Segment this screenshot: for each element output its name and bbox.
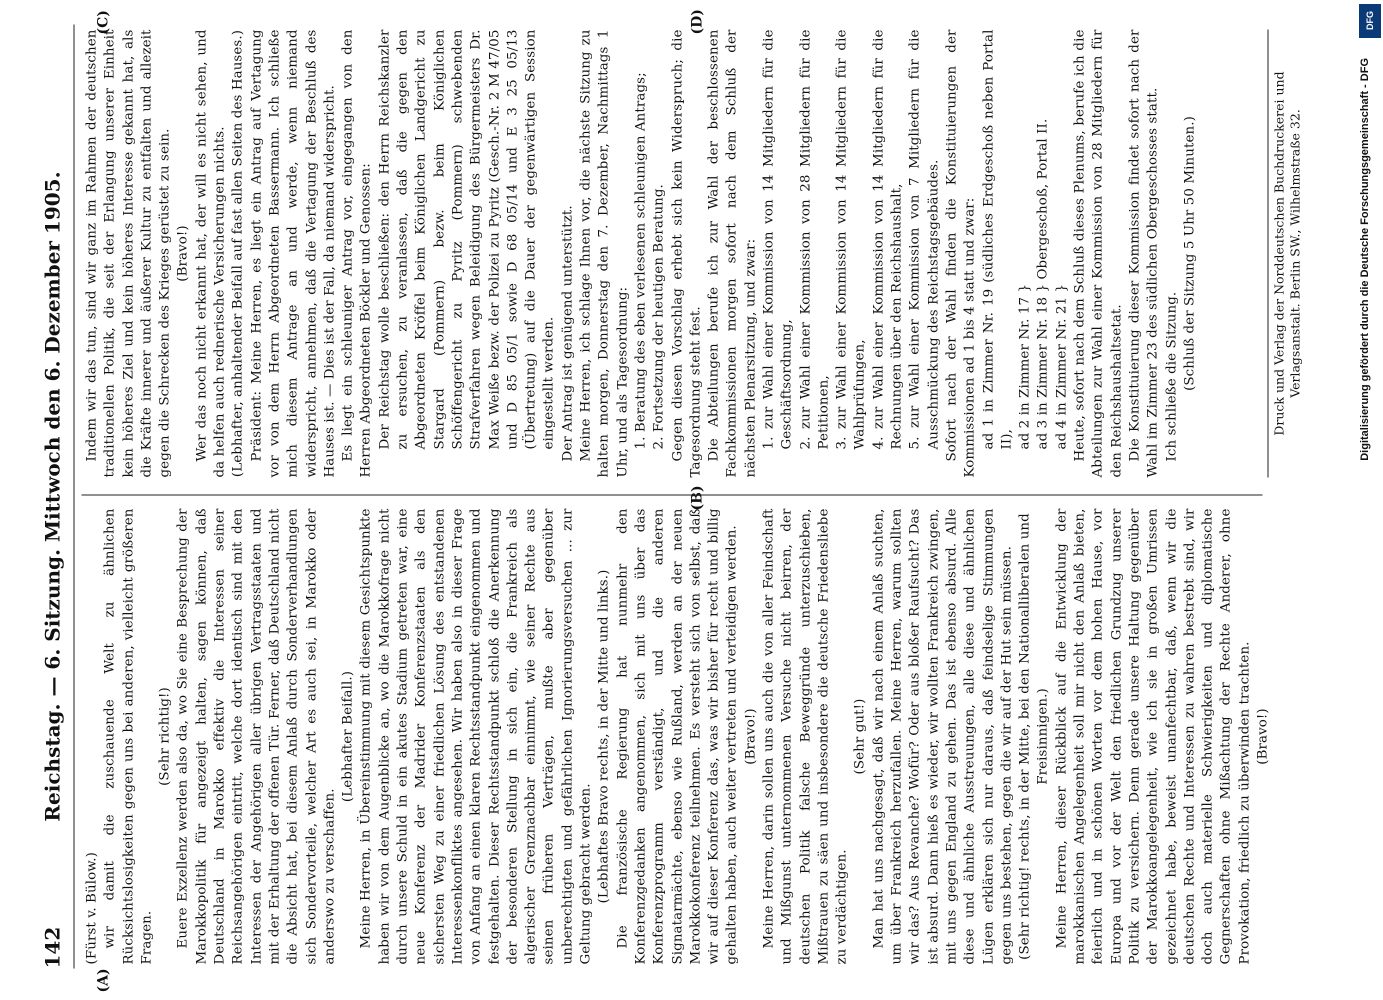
- right-column: [84, 30, 1200, 478]
- paragraph: Wer das noch nicht erkannt hat, der will es nicht sehen, und da helfen auch rednerische Versicherungen nichts.: [194, 29, 228, 478]
- paragraph: Ich schließe die Sitzung.: [1164, 291, 1180, 462]
- page-header: [36, 25, 70, 969]
- left-column: [84, 509, 1273, 965]
- paragraph: Gegen diesen Vorschlag erhebt sich kein Widerspruch; die Tagesordnung steht fest.: [670, 29, 704, 478]
- paragraph: Man hat uns nachgesagt, daß wir nach einem Anlaß suchten, um über Frankreich herzufallen. Meine Herren, warum sollten wir das? Aus Revanche? Wofür? Oder aus bloßer Raufsucht? Das ist absurd. Dann hieß es wieder, wir wollten Frankreich zwingen, mit uns gegen England zu gehen. Das ist ebenso absurd. Alle diese und ähnliche Ausstreuungen, alle diese und ähnlichen Lügen erklären sich nur daraus, daß feindselige Stimmungen gegen uns bestehen, gegen die wir auf der Hut sein müssen.: [871, 508, 1015, 965]
- commission-item: 2. zur Wahl einer Kommission von 28 Mitgliedern für die Petitionen,: [798, 29, 832, 450]
- speaker-tag: (Fürst v. Bülow.): [84, 852, 100, 965]
- margin-letter-c: (C): [95, 10, 112, 35]
- commission-item: 5. zur Wahl einer Kommission von 7 Mitgliedern für die Ausschmückung des Reichstagsgebäudes.: [907, 29, 942, 450]
- interjection: (Sehr richtig!): [157, 687, 173, 786]
- president-statement: Präsident: Meine Herren, es liegt ein Antrag auf Vertagung vor von dem Herrn Abgeordneten Bassermann. Ich schließe mich diesem Antrage an und werde, wenn niemand widerspricht, annehmen, daß die Vertagung der Beschluß des Hauses ist. — Dies ist der Fall, da niemand widerspricht.: [249, 29, 338, 478]
- motion-text: Der Reichstag wolle beschließen: den Herrn Reichskanzler zu ersuchen, zu veranlassen, daß die gegen den Abgeordneten Kröffel beim Königlichen Landgericht zu Stargard (Pommern) bezw. beim Königlichen Schöffengericht zu Pyritz (Pommern) schwebenden Strafverfahren wegen Beleidigung des Bürgermeisters Dr. Max Weiße bezw. der Polizei zu Pyritz (Gesch.-Nr. 2 M 47/05 und D 85 05/1 sowie D 68 05/14 und E 3 25 05/13 (Übertretung) auf die Dauer der gegenwärtigen Session eingestellt werden.: [377, 29, 557, 450]
- interjection: (Sehr gut!): [852, 698, 868, 775]
- interjection: (Sehr richtig! rechts, in der Mitte, bei den Nationalliberalen und Freisinnigen.): [1017, 513, 1051, 960]
- room-item: ad 2 in Zimmer Nr. 17 }: [1017, 283, 1033, 450]
- agenda-item: 2. Fortsetzung der heutigen Beratung.: [651, 184, 667, 450]
- commission-item: 3. zur Wahl einer Kommission von 14 Mitgliedern für die Wahlprüfungen,: [834, 29, 868, 450]
- paragraph: Die französische Regierung hat nunmehr den Konferenzgedanken angenommen, sich mit uns über das Konferenzprogramm verständigt, und die anderen Signatarmächte, ebenso wie Rußland, werden an der neuen Marokkokonferenz teilnehmen. Es versteht sich von selbst, daß wir auf dieser Konferenz das, was wir bisher für recht und billig gehalten haben, auch weiter vertreten und verteidigen werden.: [615, 508, 740, 965]
- paragraph: Meine Herren, dieser Rückblick auf die Entwicklung der marokkanischen Angelegenheit soll mir nicht den Anlaß bieten, feierlich und in schönen Worten vor dem hohen Hause, vor Europa und vor der Welt den friedlichen Grundzug unserer Politik zu versichern. Denn gerade unsere Haltung gegenüber der Marokkoangelegenheit, wie ich sie in großen Umrissen gezeichnet habe, beweist unanfechtbar, daß, wenn wir die deutschen Rechte und Interessen zu wahren bestrebt sind, wir doch auch materielle Schwierigkeiten und diplomatische Gegnerschaften ohne Mißachtung der Rechte Anderer, ohne Provokation, friedlich zu überwinden trachten.: [1054, 508, 1253, 965]
- room-item: ad 3 in Zimmer Nr. 18 } Obergeschoß, Portal II.: [1035, 118, 1051, 450]
- running-title: Reichstag. — 6. Sitzung. Mittwoch den 6. Dezember 1905.: [40, 171, 65, 822]
- paragraph: Meine Herren, darin sollen uns auch die von aller Feindschaft und Mißgunst unternommenen Versuche nicht beirren, der deutschen Politik falsche Beweggründe unterzuschieben, Mißtrauen zu säen und insbesondere die deutsche Friedensliebe zu verdächtigen.: [761, 508, 850, 965]
- margin-letter-b: (B): [689, 485, 706, 511]
- paragraph: Euere Exzellenz werden also da, wo Sie eine Besprechung der Marokkopolitik für angezeigt halten, sagen können, daß Deutschland in Marokko effektiv die Interessen seiner Reichsangehörigen eintritt, welche dort identisch sind mit den Interessen der Angehörigen aller übrigen Vertragsstaaten und mit der Erhaltung der offenen Tür. Ferner, daß Deutschland nicht die Absicht hat, bei diesem Anlaß durch Sonderverhandlungen sich Sondervorteile, welcher Art es auch sei, in Marokko oder anderswo zu verschaffen.: [175, 508, 338, 965]
- paragraph: Die Abteilungen berufe ich zur Wahl der beschlossenen Fachkommissionen morgen sofort nach dem Schluß der nächsten Plenarsitzung, und zwar:: [706, 29, 759, 478]
- interjection: (Lebhafter, anhaltender Beifall auf fast allen Seiten des Hauses.): [230, 29, 246, 478]
- interjection: (Lebhafter Beifall.): [340, 670, 356, 803]
- margin-letter-a: (A): [95, 968, 112, 993]
- interjection: (Bravo!): [743, 708, 759, 765]
- interjection: (Lebhaftes Bravo rechts, in der Mitte und links.): [596, 569, 612, 904]
- room-item: ad 4 in Zimmer Nr. 21 }: [1054, 283, 1070, 450]
- closing-note: (Schluß der Sitzung 5 Uhr 50 Minuten.): [1182, 116, 1198, 391]
- paragraph: wir damit die zuschauende Welt zu ähnlichen Rücksichtslosigkeiten gegen uns bei anderen, vielleicht größeren Fragen.: [102, 508, 155, 965]
- rotated-page: [0, 1, 1383, 1000]
- dfg-logo: DFG: [1359, 4, 1381, 38]
- printer-imprint: Druck und Verlag der Norddeutschen Buchdruckerei und Verlagsanstalt. Berlin SW., Wilhelmstraße 32.: [1271, 71, 1303, 436]
- paragraph: Meine Herren, in Übereinstimmung mit diesem Gesichtspunkte haben wir von dem Augenblicke an, wo die Marokkofrage nicht durch unsere Schuld in ein akutes Stadium getreten war, eine neue Konferenz der Madrider Konferenzstaaten als den sichersten Weg zu einer friedlichen Lösung des entstandenen Interessenkonfliktes angesehen. Wir haben also in dieser Frage von Anfang an einen klaren Rechtsstandpunkt eingenommen und festgehalten. Dieser Rechtsstandpunkt schloß die Anerkennung der besonderen Stellung in sich ein, die Frankreich als algerischer Grenznachbar einnimmt, wie seiner Rechte aus seinen früheren Verträgen, mußte aber gegenüber unberechtigten und gefährlichen Ignorierungsversuchen ... zur Geltung gebracht werden.: [358, 508, 594, 965]
- commission-item: 1. zur Wahl einer Kommission von 14 Mitgliedern für die Geschäftsordnung,: [761, 29, 795, 450]
- paragraph: Es liegt ein schleuniger Antrag vor, eingegangen von den Herren Abgeordneten Böckler und Genossen:: [340, 29, 374, 478]
- footer-rule: [1268, 30, 1269, 478]
- paragraph: Meine Herren, ich schlage Ihnen vor, die nächste Sitzung zu halten morgen, Donnerstag den 7. Dezember, Nachmittags 1 Uhr, und als Tagesordnung:: [578, 29, 631, 478]
- interjection: (Bravo!): [175, 225, 191, 282]
- paragraph: Indem wir das tun, sind wir ganz im Rahmen der deutschen traditionellen Politik, die seit der Erlangung unserer Einheit kein höheres Ziel und kein höheres Interesse gekannt hat, als die Kräfte innerer und äußerer Kultur zu entfalten und allezeit gegen die Schrecken des Krieges gerüstet zu sein.: [84, 29, 173, 478]
- margin-letter-d: (D): [689, 9, 706, 35]
- column-divider: [82, 495, 1263, 496]
- commission-item: 4. zur Wahl einer Kommission von 14 Mitgliedern für die Rechnungen über den Reichshaushalt,: [871, 29, 905, 450]
- paragraph: Sofort nach der Wahl finden die Konstituierungen der Kommissionen ad 1 bis 4 statt und zwar:: [944, 29, 978, 478]
- paragraph: Die Konstituierung dieser Kommission findet sofort nach der Wahl im Zimmer 23 des südlichen Obergeschosses statt.: [1127, 29, 1161, 478]
- room-item: ad 1 in Zimmer Nr. 19 (südliches Erdgeschoß neben Portal II),: [981, 29, 1015, 450]
- digitization-stamp: [1359, 10, 1379, 990]
- header-rule: [74, 25, 75, 969]
- paragraph: Heute, sofort nach dem Schluß dieses Plenums, berufe ich die Abteilungen zur Wahl einer Kommission von 28 Mitgliedern für den Reichshaushaltsetat.: [1072, 29, 1125, 478]
- interjection: (Bravo!): [1255, 708, 1271, 765]
- dfg-credit-text: Digitalisierung gefördert durch die Deutsche Forschungsgemeinschaft - DFG: [1359, 58, 1371, 461]
- paragraph: Der Antrag ist genügend unterstützt.: [560, 205, 576, 462]
- agenda-item: 1. Beratung des eben verlesenen schleunigen Antrags;: [633, 72, 649, 450]
- page-number: 142: [40, 926, 65, 969]
